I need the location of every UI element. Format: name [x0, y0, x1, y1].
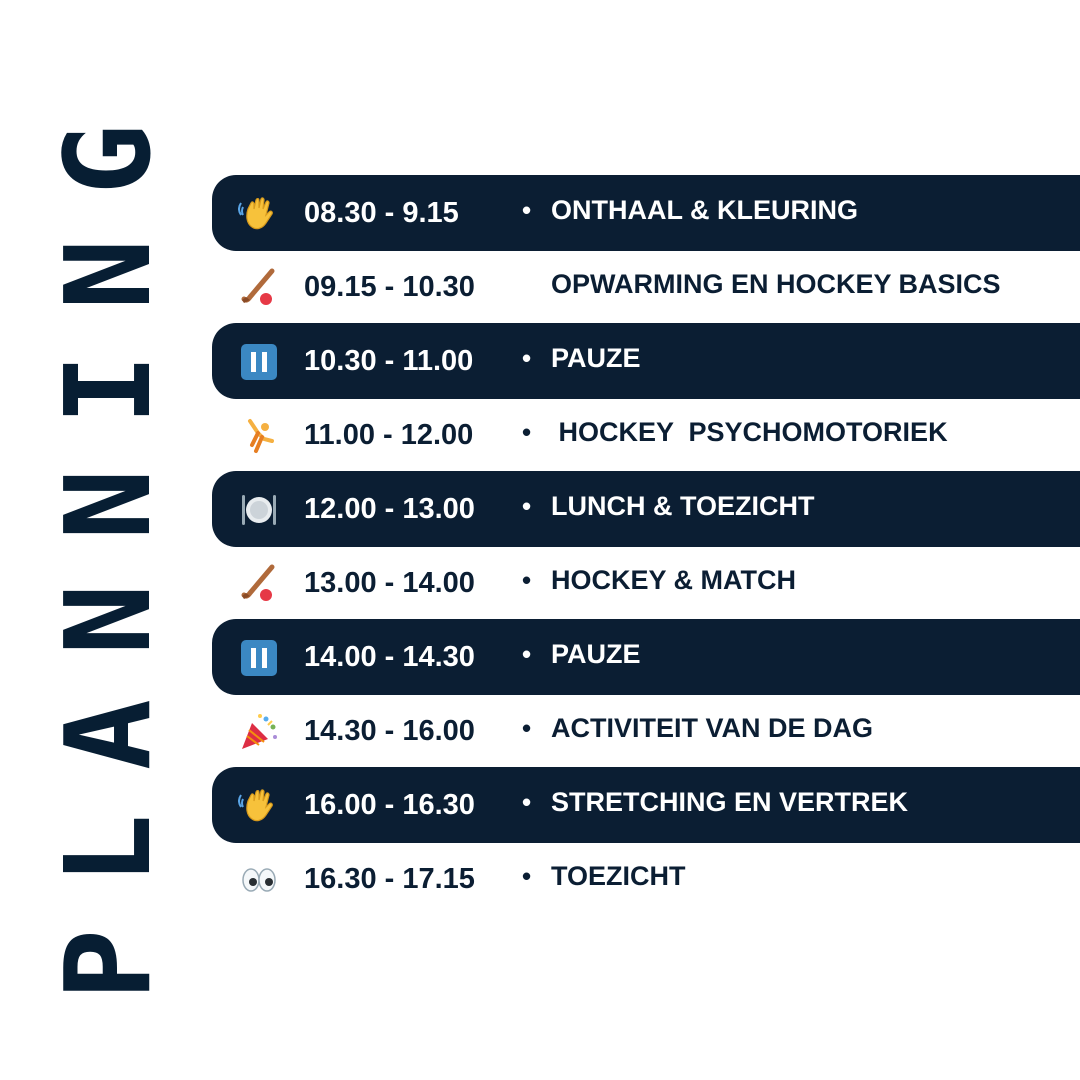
- schedule-row: [212, 175, 1080, 251]
- bullet: •: [522, 787, 532, 817]
- time-range: 14.30 - 16.00: [304, 715, 475, 747]
- bullet: •: [522, 195, 532, 225]
- time-range: 08.30 - 9.15: [304, 197, 459, 229]
- time-range: 09.15 - 10.30: [304, 271, 475, 303]
- hockey-stick-icon: [238, 267, 280, 309]
- waving-hand-icon: [238, 785, 280, 827]
- schedule-row: [212, 323, 1080, 399]
- bullet: •: [522, 343, 532, 373]
- pause-icon: [238, 341, 280, 383]
- activity-label: OPWARMING EN HOCKEY BASICS: [551, 269, 1001, 299]
- time-range: 13.00 - 14.00: [304, 567, 475, 599]
- bullet: •: [522, 491, 532, 521]
- schedule-row: [212, 249, 1080, 325]
- schedule-row: [212, 471, 1080, 547]
- waving-hand-icon: [238, 193, 280, 235]
- bullet: •: [522, 713, 532, 743]
- time-range: 11.00 - 12.00: [304, 419, 474, 451]
- schedule-row: [212, 841, 1080, 917]
- activity-label: ACTIVITEIT VAN DE DAG: [551, 713, 874, 743]
- schedule-row: [212, 397, 1080, 473]
- time-range: 12.00 - 13.00: [304, 493, 475, 525]
- schedule-row: [212, 767, 1080, 843]
- time-range: 14.00 - 14.30: [304, 641, 475, 673]
- activity-label: PAUZE: [551, 639, 641, 669]
- bullet: •: [522, 417, 532, 447]
- time-range: 16.00 - 16.30: [304, 789, 475, 821]
- activity-label: HOCKEY & MATCH: [551, 565, 797, 595]
- time-range: 10.30 - 11.00: [304, 345, 474, 377]
- schedule-row: [212, 619, 1080, 695]
- schedule-row: [212, 693, 1080, 769]
- activity-label: LUNCH & TOEZICHT: [551, 491, 815, 521]
- plate-cutlery-icon: [238, 489, 280, 531]
- eyes-icon: [238, 859, 280, 901]
- activity-label: TOEZICHT: [551, 861, 686, 891]
- activity-label: STRETCHING EN VERTREK: [551, 787, 909, 817]
- schedule-row: [212, 545, 1080, 621]
- activity-label: ONTHAAL & KLEURING: [551, 195, 858, 225]
- party-popper-icon: [238, 711, 280, 753]
- time-range: 16.30 - 17.15: [304, 863, 475, 895]
- pause-icon: [238, 637, 280, 679]
- bullet: •: [522, 565, 532, 595]
- activity-label: PAUZE: [551, 343, 641, 373]
- page-title: PLANNING: [39, 79, 177, 1001]
- hockey-stick-icon: [238, 563, 280, 605]
- bullet: •: [522, 861, 532, 891]
- person-cartwheeling-icon: [238, 415, 280, 457]
- activity-label: HOCKEY PSYCHOMOTORIEK: [551, 417, 948, 447]
- bullet: •: [522, 639, 532, 669]
